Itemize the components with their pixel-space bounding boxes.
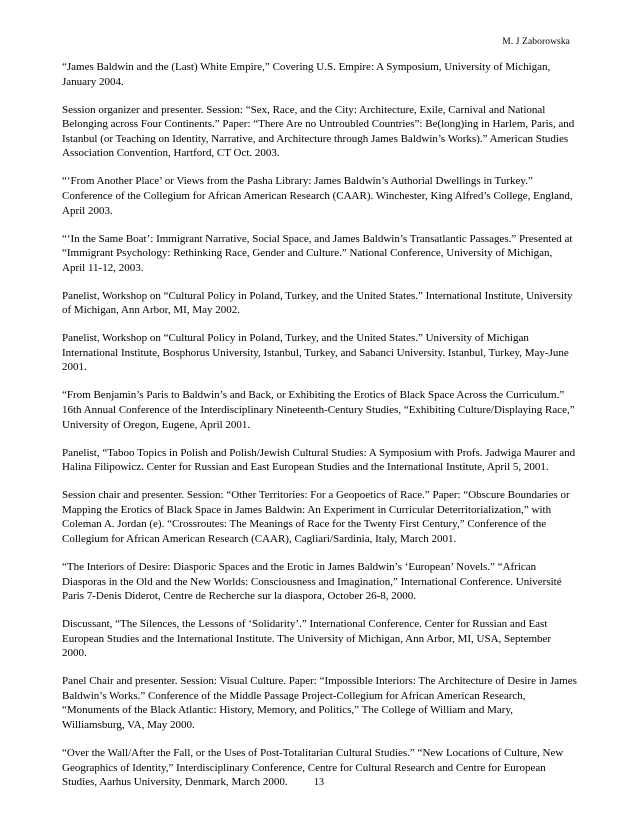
page-number: 13	[314, 777, 324, 788]
presentation-list	[62, 60, 577, 803]
entry: Session organizer and presenter. Session: “Sex, Race, and the City: Architecture, Exile, Carnival and National Belonging across Four Continents.” Paper: “There Are no Untroubled Countries”: Be(long)ing in Harlem, Paris, and Istanbul (or Teaching on Identity, Narrative, and Architecture through James Baldwin’s Works).” American Studies Association Convention, Hartford, CT Oct. 2003.	[62, 103, 575, 160]
entry: “‘In the Same Boat’: Immigrant Narrative, Social Space, and James Baldwin’s Transatlantic Passages.” Presented at “Immigrant Psychology: Rethinking Race, Gender and Culture.” National Conference, University of Michigan, April 11-12, 2003.	[62, 232, 573, 274]
entry: “Over the Wall/After the Fall, or the Uses of Post-Totalitarian Cultural Studies.” “New Locations of Culture, New Geographics of Identity,” Interdisciplinary Conference, Centre for Cultural Research and Centre for European Studies, Aarhus University, Denmark, March 2000.	[62, 747, 564, 789]
running-header-author: M. J Zaborowska	[502, 37, 570, 47]
entry: “From Benjamin’s Paris to Baldwin’s and Back, or Exhibiting the Erotics of Black Space Across the Curriculum.” 16th Annual Conference of the Interdisciplinary Nineteenth-Century Studies, “Exhibiting Culture/Displaying Race,” University of Oregon, Eugene, April 2001.	[62, 389, 575, 431]
entry: “The Interiors of Desire: Diasporic Spaces and the Erotic in James Baldwin’s ‘European’ Novels.” “African Diasporas in the Old and the New Worlds: Consciousness and Imagination,” International Conference. Université Paris 7-Denis Diderot, Centre de Recherche sur la diaspora, October 26-8, 2000.	[62, 560, 562, 603]
entry: Panelist, “Taboo Topics in Polish and Polish/Jewish Cultural Studies: A Symposium with Profs. Jadwiga Maurer and Halina Filipowicz. Center for Russian and East European Studies and the International Institute, April 5, 2001.	[62, 446, 576, 474]
entry: Discussant, “The Silences, the Lessons of ‘Solidarity’.” International Conference. Center for Russian and East European Studies and the International Institute. The University of Michigan, Ann Arbor, MI, USA, September 2000.	[62, 618, 552, 660]
entry: Panelist, Workshop on “Cultural Policy in Poland, Turkey, and the United States.” International Institute, University of Michigan, Ann Arbor, MI, May 2002.	[62, 289, 573, 317]
entry: Panelist, Workshop on “Cultural Policy in Poland, Turkey, and the United States.” University of Michigan International Institute, Bosphorus University, Istanbul, Turkey, and Sabanci University. Istanbul, Turkey, May-June 2001.	[62, 332, 569, 374]
entry: “‘From Another Place’ or Views from the Pasha Library: James Baldwin’s Authorial Dwellings in Turkey.” Conference of the Collegium for African American Research (CAAR). Winchester, King Alfred’s College, England, April 2003.	[62, 175, 573, 217]
entry: Panel Chair and presenter. Session: Visual Culture. Paper: “Impossible Interiors: The Architecture of Desire in James Baldwin’s Works.” Conference of the Middle Passage Project-Collegium for African American Research, “Monuments of the Black Atlantic: History, Memory, and Politics,” The College of William and Mary, Williamsburg, VA, May 2000.	[62, 675, 577, 732]
entry: “James Baldwin and the (Last) White Empire,” Covering U.S. Empire: A Symposium, University of Michigan, January 2004.	[62, 61, 551, 88]
entry: Session chair and presenter. Session: “Other Territories: For a Geopoetics of Race.” Paper: “Obscure Boundaries or Mapping the Erotics of Black Space in James Baldwin: An Experiment in Curricular Deterritorialization,” with Coleman A. Jordan (e). “Crossroutes: The Meanings of Race for the Twenty First Century,” Conference of the Collegium for African American Research (CAAR), Cagliari/Sardinia, Italy, March 2001.	[62, 489, 570, 545]
